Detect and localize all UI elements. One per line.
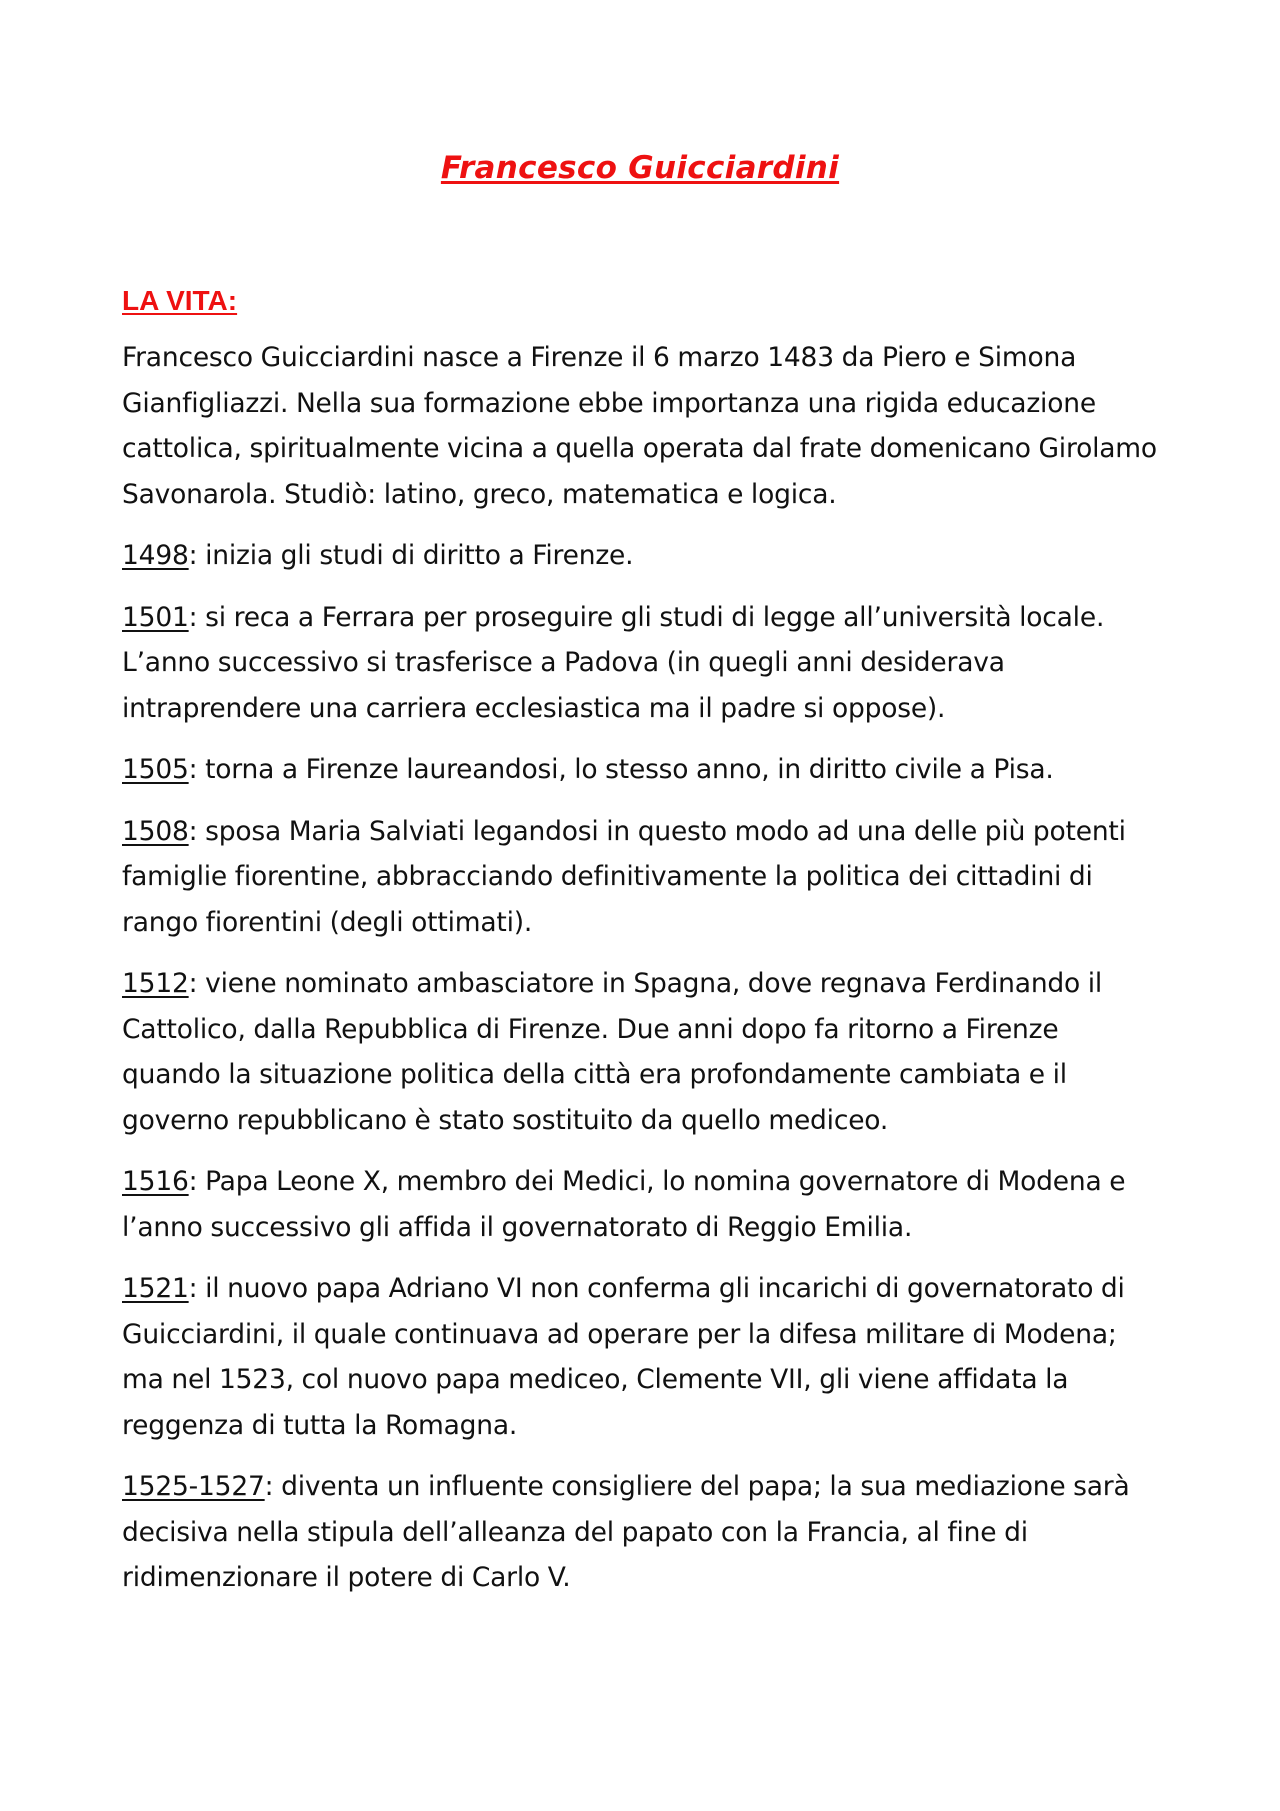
- section-heading-la-vita: LA VITA:: [122, 285, 238, 316]
- timeline-entry-1516: [122, 1159, 1162, 1250]
- entry-year: 1521: [122, 1273, 189, 1304]
- document-body: [122, 283, 1162, 1617]
- entry-text: : viene nominato ambasciatore in Spagna, dove regnava Ferdinando il Cattolico, dalla Repubblica di Firenze. Due anni dopo fa ritorno a Firenze quando la situazione politica della città era profondamente cambiata e il governo repubblicano è stato sostituito da quello mediceo.: [122, 968, 1103, 1136]
- entry-year: 1501: [122, 601, 189, 633]
- intro-paragraph: Francesco Guicciardini nasce a Firenze il 6 marzo 1483 da Piero e Simona Gianfigliazzi. Nella sua formazione ebbe importanza una rigida educazione cattolica, spiritualmente vicina a quella operata dal frate domenicano Girolamo Savonarola. Studiò: latino, greco, matematica e logica.: [122, 342, 1157, 510]
- entry-text: : diventa un influente consigliere del papa; la sua mediazione sarà decisiva nella stipula dell’alleanza del papato con la Francia, al fine di ridimenzionare il potere di Carlo V.: [122, 1471, 1130, 1593]
- entry-text: : si reca a Ferrara per proseguire gli studi di legge all’università locale. L’anno successivo si trasferisce a Padova (in quegli anni desiderava intraprendere una carriera ecclesiastica ma il padre si oppose).: [122, 601, 1105, 724]
- entry-text: : inizia gli studi di diritto a Firenze.: [188, 540, 634, 571]
- entry-text: : Papa Leone X, membro dei Medici, lo nomina governatore di Modena e l’anno successivo gli affida il governatorato di Reggio Emilia.: [122, 1166, 1126, 1243]
- document-title: Francesco Guicciardini: [440, 150, 840, 186]
- entry-year: 1516: [122, 1166, 189, 1197]
- timeline-entry-1508: [122, 809, 1162, 946]
- entry-year: 1512: [122, 968, 189, 999]
- entry-year: 1525-1527: [122, 1471, 265, 1502]
- entry-year: 1505: [122, 754, 189, 785]
- timeline-entry-1525-1527: [122, 1464, 1162, 1601]
- timeline-entry-1501: [122, 595, 1162, 732]
- entry-year: 1498: [122, 540, 189, 571]
- entry-text: : il nuovo papa Adriano VI non conferma gli incarichi di governatorato di Guicciardini, il quale continuava ad operare per la difesa militare di Modena; ma nel 1523, col nuovo papa mediceo, Clemente VII, gli viene affidata la reggenza di tutta la Romagna.: [122, 1273, 1125, 1441]
- timeline-entry-1498: [122, 533, 1162, 579]
- entry-text: : torna a Firenze laureandosi, lo stesso anno, in diritto civile a Pisa.: [188, 754, 1054, 785]
- entry-text: : sposa Maria Salviati legandosi in questo modo ad una delle più potenti famiglie fiorentine, abbracciando definitivamente la politica dei cittadini di rango fiorentini (degli ottimati).: [122, 815, 1126, 938]
- timeline-entry-1521: [122, 1266, 1162, 1448]
- timeline-entry-1505: [122, 747, 1162, 793]
- timeline-entry-1512: [122, 961, 1162, 1143]
- entry-year: 1508: [122, 815, 189, 847]
